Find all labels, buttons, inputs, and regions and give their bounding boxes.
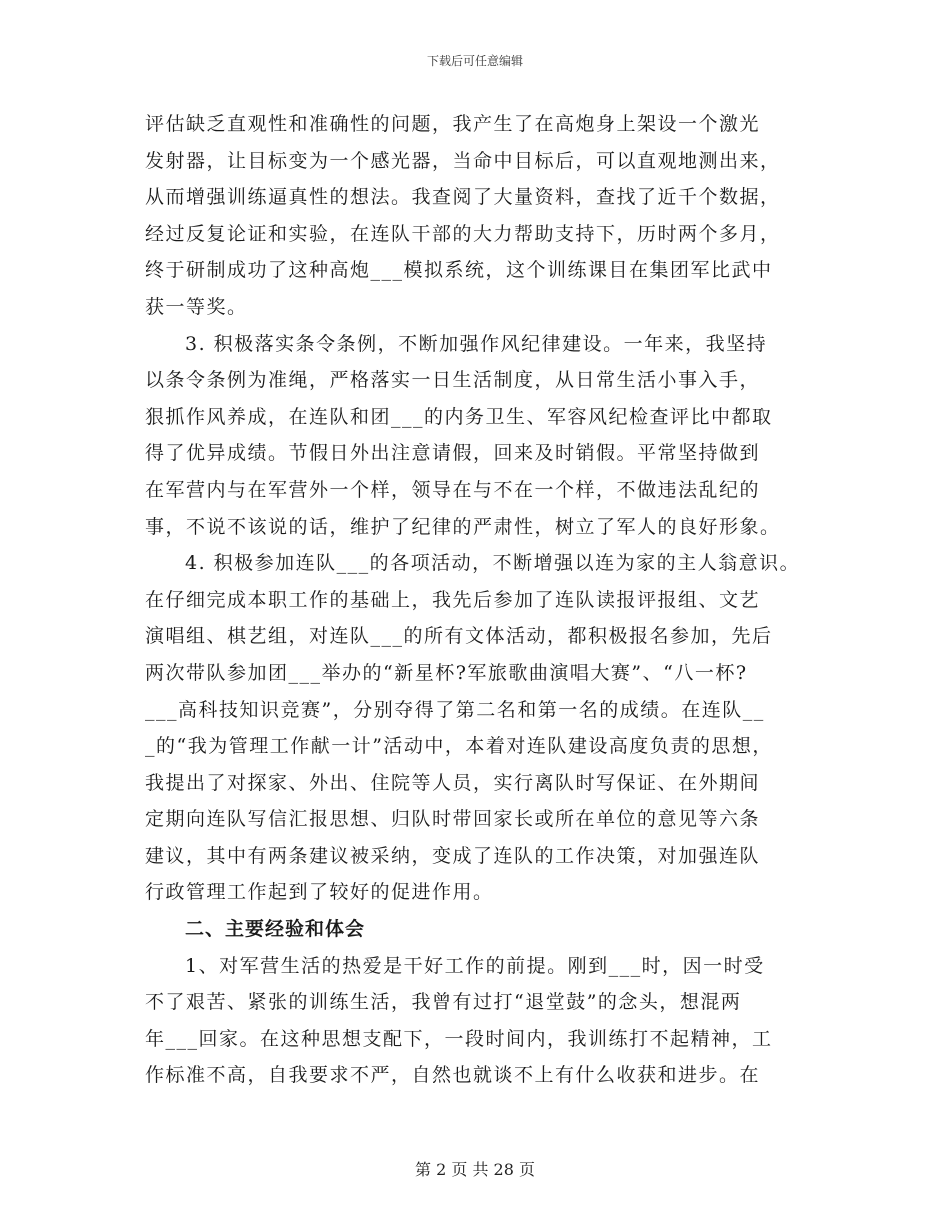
text-line: 演唱组、棋艺组，对连队___的所有文体活动，都积极报名参加，先后 <box>145 625 773 648</box>
text-line: 终于研制成功了这种高炮___模拟系统，这个训练课目在集团军比武中 <box>145 259 773 282</box>
text-line: 两次带队参加团___举办的“新星杯?军旅歌曲演唱大赛”、“八一杯? <box>145 661 748 684</box>
text-line: 建议，其中有两条建议被采纳，变成了连队的工作决策，对加强连队 <box>145 844 761 867</box>
text-line: 以条令条例为准绳，严格落实一日生活制度，从日常生活小事入手， <box>145 369 761 392</box>
text-line: ___高科技知识竞赛”，分别夺得了第二名和第一名的成绩。在连队__ <box>145 698 765 721</box>
paragraph-start: 1、对军营生活的热爱是干好工作的前提。刚到___时，因一时受 <box>185 954 765 977</box>
page-header: 下载后可任意编辑 <box>426 54 523 68</box>
paragraph-start: 3. 积极落实条令条例，不断加强作风纪律建设。一年来，我坚持 <box>185 332 768 355</box>
text-line: 获一等奖。 <box>145 295 248 318</box>
text-line: 我提出了对探家、外出、住院等人员，实行离队时写保证、在外期间 <box>145 771 761 794</box>
document-body <box>145 106 815 1094</box>
text-line: 事，不说不该说的话，维护了纪律的严肃性，树立了军人的良好形象。 <box>145 515 781 538</box>
text-line: 行政管理工作起到了较好的促进作用。 <box>145 881 494 904</box>
text-line: 不了艰苦、紧张的训练生活，我曾有过打“退堂鼓”的念头，想混两 <box>145 991 742 1014</box>
text-line: 发射器，让目标变为一个感光器，当命中目标后，可以直观地测出来， <box>145 149 781 172</box>
text-line: 经过反复论证和实验，在连队干部的大力帮助支持下，历时两个多月， <box>145 222 781 245</box>
text-line: 定期向连队写信汇报思想、归队时带回家长或所在单位的意见等六条 <box>145 808 761 831</box>
text-line: 在仔细完成本职工作的基础上，我先后参加了连队读报评报组、文艺 <box>145 588 761 611</box>
text-line: 在军营内与在军营外一个样，领导在与不在一个样，不做违法乱纪的 <box>145 478 761 501</box>
text-line: 得了优异成绩。节假日外出注意请假，回来及时销假。平常坚持做到 <box>145 442 761 465</box>
text-line: 作标准不高，自我要求不严，自然也就谈不上有什么收获和进步。在 <box>145 1064 761 1087</box>
text-line: _的“我为管理工作献一计”活动中，本着对连队建设高度负责的思想， <box>145 735 773 758</box>
page-number: 第 2 页 共 28 页 <box>415 1160 535 1179</box>
text-line: 狠抓作风养成，在连队和团___的内务卫生、军容风纪检查评比中都取 <box>145 405 773 428</box>
text-line: 评估缺乏直观性和准确性的问题，我产生了在高炮身上架设一个激光 <box>145 113 761 135</box>
section-heading: 二、主要经验和体会 <box>185 918 366 941</box>
text-line: 从而增强训练逼真性的想法。我查阅了大量资料，查找了近千个数据， <box>145 186 781 209</box>
text-line: 年___回家。在这种思想支配下，一段时间内，我训练打不起精神，工 <box>145 1027 773 1050</box>
paragraph-start: 4. 积极参加连队___的各项活动，不断增强以连为家的主人翁意识。 <box>185 552 801 575</box>
